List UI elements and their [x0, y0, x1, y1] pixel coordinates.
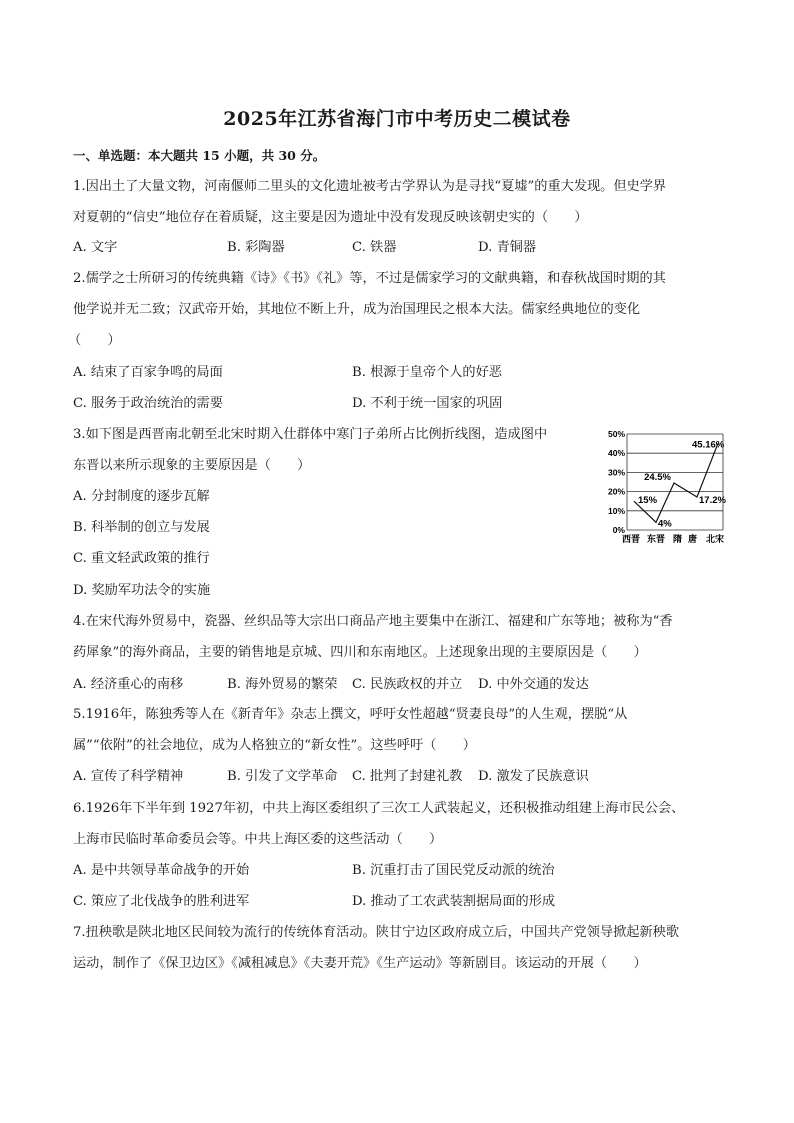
section-heading: 一、单选题：本大题共 15 小题，共 30 分。	[73, 148, 326, 163]
q3-option-b[interactable]: B. 科举制的创立与发展	[73, 520, 210, 535]
q1-option-d[interactable]: D. 青铜器	[478, 240, 537, 255]
chart-x-tick-label: 北宋	[706, 534, 725, 544]
q2-option-a[interactable]: A. 结束了百家争鸣的局面	[73, 365, 223, 380]
chart-x-tick-label: 唐	[688, 534, 698, 544]
q6-option-d[interactable]: D. 推动了工农武装割据局面的形成	[352, 894, 556, 909]
q2-line-2: 他学说并无二致；汉武帝开始，其地位不断上升，成为治国理民之根本大法。儒家经典地位的变化	[73, 302, 641, 317]
q4-option-d[interactable]: D. 中外交通的发达	[478, 677, 589, 692]
chart-data-label: 4%	[658, 518, 672, 530]
chart-data-label: 24.5%	[644, 471, 671, 483]
q6-option-c[interactable]: C. 策应了北伐战争的胜利进军	[73, 894, 250, 909]
q7-line-2: 运动，制作了《保卫边区》《减租减息》《夫妻开荒》《生产运动》等新剧目。该运动的开展（ ）	[73, 956, 647, 971]
chart-y-ticks	[608, 429, 625, 535]
chart-y-tick-label: 0%	[612, 525, 625, 535]
chart-y-tick-label: 20%	[607, 486, 625, 497]
q4-line-1: 4.在宋代海外贸易中，瓷器、丝织品等大宗出口商品产地主要集中在浙江、福建和广东等地；被称为“香	[73, 614, 673, 629]
q6-option-a[interactable]: A. 是中共领导革命战争的开始	[73, 863, 250, 878]
q3-line-2: 东晋以来所示现象的主要原因是（ ）	[73, 458, 311, 473]
q6-option-b[interactable]: B. 沉重打击了国民党反动派的统治	[352, 863, 555, 878]
q1-option-b[interactable]: B. 彩陶器	[227, 240, 285, 255]
q1-line-1: 1.因出土了大量文物，河南偃师二里头的文化遗址被考古学界认为是寻找“夏墟”的重大发现。但史学界	[73, 179, 667, 194]
q6-line-2: 上海市民临时革命委员会等。中共上海区委的这些活动（ ）	[73, 832, 443, 847]
q5-option-c[interactable]: C. 批判了封建礼教	[352, 769, 463, 784]
q4-option-c[interactable]: C. 民族政权的并立	[352, 677, 463, 692]
chart-y-tick-label: 30%	[607, 467, 625, 478]
q2-option-b[interactable]: B. 根源于皇帝个人的好恶	[352, 365, 502, 380]
q5-option-b[interactable]: B. 引发了文学革命	[227, 769, 338, 784]
q7-line-1: 7.扭秧歌是陕北地区民间较为流行的传统体育活动。陕甘宁边区政府成立后，中国共产党领导掀起新秧歌	[73, 925, 680, 940]
q4-line-2: 药犀象”的海外商品，主要的销售地是京城、四川和东南地区。上述现象出现的主要原因是（ ）	[73, 645, 647, 660]
q1-line-2: 对夏朝的“信史”地位存在着质疑，这主要是因为遗址中没有发现反映该朝史实的（ ）	[73, 210, 588, 225]
chart-y-tick-label: 50%	[607, 429, 625, 439]
page-title: 2025年江苏省海门市中考历史二模试卷	[223, 108, 571, 130]
q2-line-3: （ ）	[68, 333, 121, 348]
q2-option-c[interactable]: C. 服务于政治统治的需要	[73, 396, 223, 411]
q6-line-1: 6.1926年下半年到 1927年初，中共上海区委组织了三次工人武装起义，还积极推动组建上海市民公会、	[73, 801, 685, 816]
chart-x-tick-label: 西晋	[622, 534, 641, 544]
q5-line-2: 属”“依附”的社会地位，成为人格独立的“新女性”。这些呼吁（ ）	[73, 738, 476, 753]
q3-option-a[interactable]: A. 分封制度的逐步瓦解	[73, 489, 210, 504]
q3-line-chart	[600, 426, 726, 548]
chart-x-ticks	[622, 533, 724, 544]
q5-option-a[interactable]: A. 宣传了科学精神	[73, 769, 184, 784]
chart-data-label: 17.2%	[699, 494, 726, 506]
q2-option-d[interactable]: D. 不利于统一国家的巩固	[352, 396, 503, 411]
q3-line-1: 3.如下图是西晋南北朝至北宋时期入仕群体中寒门子弟所占比例折线图，造成图中	[73, 427, 548, 442]
chart-x-tick-label: 东晋	[647, 534, 666, 544]
chart-y-tick-label: 10%	[607, 505, 625, 516]
chart-data-label: 15%	[638, 495, 658, 507]
q5-line-1: 5.1916年，陈独秀等人在《新青年》杂志上撰文，呼吁女性超越“贤妻良母”的人生观，摆脱“从	[73, 707, 628, 722]
q3-option-c[interactable]: C. 重文轻武政策的推行	[73, 551, 210, 566]
q4-option-a[interactable]: A. 经济重心的南移	[73, 677, 184, 692]
q1-option-c[interactable]: C. 铁器	[352, 240, 397, 255]
chart-data-label: 45.16%	[692, 439, 725, 451]
q3-option-d[interactable]: D. 奖励军功法令的实施	[73, 583, 211, 598]
q2-line-1: 2.儒学之士所研习的传统典籍《诗》《书》《礼》等，不过是儒家学习的文献典籍，和春秋战国时期的其	[73, 271, 666, 286]
chart-data-labels	[638, 439, 726, 529]
q1-option-a[interactable]: A. 文字	[73, 240, 118, 255]
q5-option-d[interactable]: D. 激发了民族意识	[478, 769, 589, 784]
chart-x-tick-label: 隋	[673, 534, 683, 544]
chart-y-tick-label: 40%	[607, 448, 625, 459]
q4-option-b[interactable]: B. 海外贸易的繁荣	[227, 677, 338, 692]
